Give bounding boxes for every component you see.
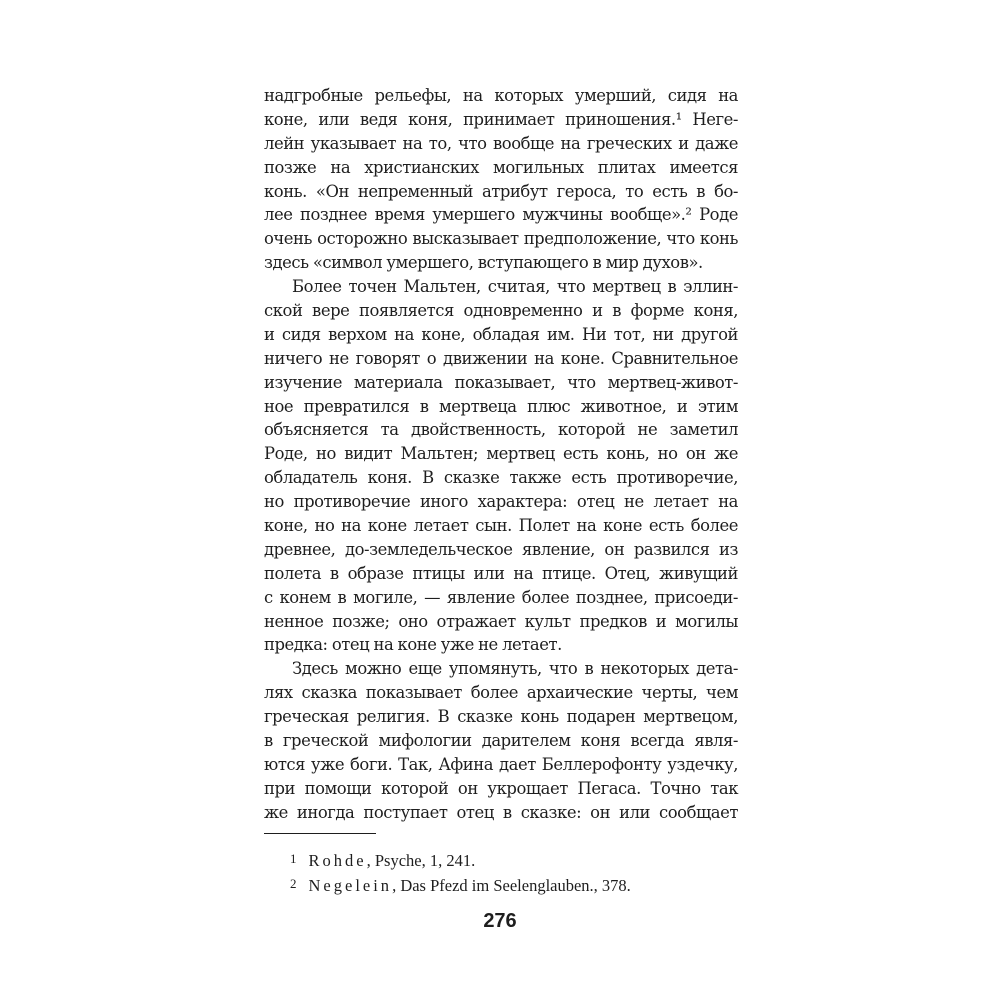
text-line: изучение материала показывает, что мертвец-живот- <box>264 372 738 392</box>
footnote-author: Negelein <box>308 876 393 895</box>
text-line: полета в образе птицы или на птице. Отец, живущий <box>264 563 738 583</box>
text-line: очень осторожно высказывает предположение, что конь <box>264 229 738 249</box>
text-line: древнее, до-земледельческое явление, он развился из <box>264 539 738 559</box>
text-line: лее позднее время умершего мужчины вообще».² Роде <box>264 205 738 225</box>
text-line: Более точен Мальтен, считая, что мертвец в эллин- <box>292 277 738 297</box>
main-text <box>264 84 738 825</box>
text-line: ненное позже; оно отражает культ предков и могилы <box>264 611 738 631</box>
text-line: ное превратился в мертвеца плюс животное, и этим <box>264 396 738 416</box>
text-line: но противоречие иного характера: отец не летает на <box>264 492 738 512</box>
page-number: 276 <box>483 910 517 932</box>
text-line: Роде, но видит Мальтен; мертвец есть конь, но он же <box>264 444 738 464</box>
text-line: с конем в могиле, — явление более позднее, присоеди- <box>264 587 738 607</box>
text-line: Здесь можно еще упомянуть, что в некоторых дета- <box>292 659 738 679</box>
text-line: предка: отец на коне уже не летает. <box>264 635 562 655</box>
text-line: объясняется та двойственность, которой не заметил <box>264 420 738 440</box>
text-line: и сидя верхом на коне, обладая им. Ни тот, ни другой <box>264 324 738 344</box>
text-line: в греческой мифологии дарителем коня всегда явля- <box>264 731 738 751</box>
footnote-text: , Psyche, 1, 241. <box>366 851 476 870</box>
footnote-author: Rohde <box>308 851 367 870</box>
text-line: надгробные рельефы, на которых умерший, сидя на <box>264 86 738 105</box>
text-line: при помощи которой он укрощает Пегаса. Точно так <box>264 778 738 798</box>
text-line: греческая религия. В сказке конь подарен мертвецом, <box>264 707 738 727</box>
text-line: позже на христианских могильных плитах имеется <box>264 157 738 177</box>
text-line: конь. «Он непременный атрибут героса, то есть в бо- <box>264 181 738 201</box>
text-line: ничего не говорят о движении на коне. Сравнительное <box>264 348 738 368</box>
footnote-divider <box>264 833 376 834</box>
text-line: ской вере появляется одновременно и в форме коня, <box>264 301 738 321</box>
text-line: же иногда поступает отец в сказке: он или сообщает <box>264 802 738 822</box>
text-line: лейн указывает на то, что вообще на греческих и даже <box>264 133 738 153</box>
footnote-number: 2 <box>290 876 297 891</box>
text-line: здесь «символ умершего, вступающего в мир духов». <box>264 253 703 273</box>
footnote-1 <box>290 849 475 871</box>
text-line: коне, но на коне летает сын. Полет на коне есть более <box>264 516 738 536</box>
footnote-2 <box>290 874 631 896</box>
text-line: ются уже боги. Так, Афина дает Беллерофонту уздечку, <box>264 754 738 774</box>
text-line: лях сказка показывает более архаические черты, чем <box>264 683 738 703</box>
text-line: коне, или ведя коня, принимает приношения.¹ Неге- <box>264 109 738 129</box>
footnote-text: , Das Pfezd im Seelenglauben., 378. <box>392 876 631 895</box>
footnote-number: 1 <box>290 851 297 866</box>
text-line: обладатель коня. В сказке также есть противоречие, <box>264 468 738 488</box>
